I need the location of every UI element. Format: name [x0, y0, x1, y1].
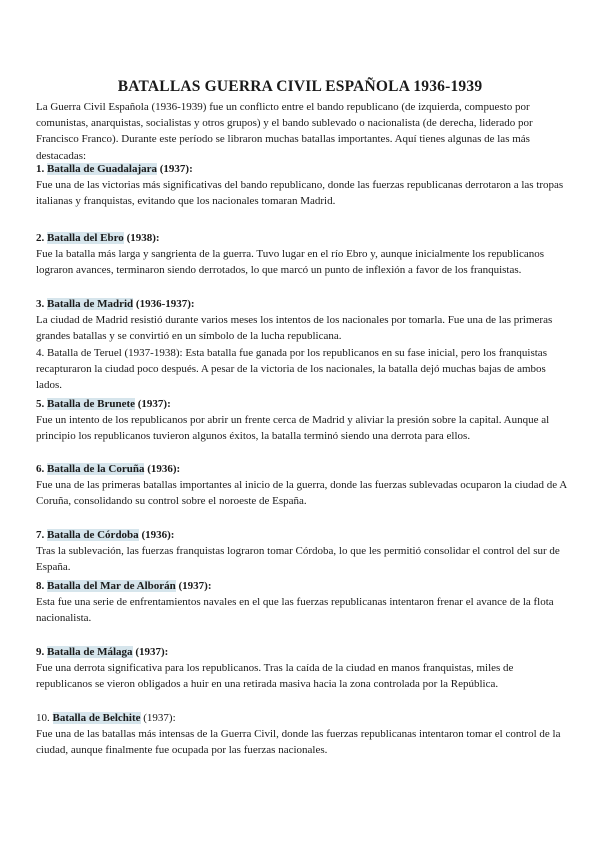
- battle-description: Fue una derrota significativa para los republicanos. Tras la caída de la ciudad en manos franquistas, miles de republicanos se vieron obligados a huir en una retirada masiva hacia la zona controlada por la República.: [36, 662, 514, 691]
- battle-name: Batalla de la Coruña: [47, 463, 145, 475]
- battle-section: [36, 396, 570, 445]
- battle-number: 9.: [36, 646, 47, 658]
- battle-name: Batalla del Ebro: [47, 232, 124, 244]
- battle-description: La ciudad de Madrid resistió durante varios meses los intentos de los nacionales por tomarla. Fue una de las primeras grandes batallas y se convirtió en un símbolo de la lucha republicana.: [36, 314, 553, 343]
- battle-section: [36, 461, 570, 510]
- battle-description: Fue una de las batallas más intensas de la Guerra Civil, donde las fuerzas republicanas intentaron tomar el control de la ciudad, aunque finalmente fue ocupada por las fuerzas nacionales.: [36, 728, 561, 757]
- battle-number: 5.: [36, 398, 47, 410]
- battle-heading: [36, 644, 570, 660]
- battle-name: Batalla de Brunete: [47, 398, 135, 410]
- battle-heading: [36, 461, 570, 477]
- battle-name: Batalla de Córdoba: [47, 529, 139, 541]
- battle-years: (1937):: [135, 398, 171, 410]
- battle-years: (1937):: [175, 580, 212, 592]
- battle-number: 1.: [36, 163, 47, 175]
- battle-description: Fue la batalla más larga y sangrienta de la guerra. Tuvo lugar en el río Ebro y, aunque inicialmente los republicanos lograron avances, terminaron siendo derrotados, lo que marcó un punto de inflexión a favor de los franquistas.: [36, 248, 544, 277]
- battle-heading: [36, 296, 570, 312]
- battle-number: 6.: [36, 463, 47, 475]
- battle-description: Fue una de las victorias más significativas del bando republicano, donde las fuerzas republicanas derrotaron a las tropas italianas y franquistas, evitando que los nacionales tomaran Madrid.: [36, 179, 564, 208]
- battle-name: Batalla de Belchite: [52, 712, 141, 724]
- battle-number: 8.: [36, 580, 47, 592]
- battle-years: (1937):: [132, 646, 169, 658]
- battle-number: 3.: [36, 298, 47, 310]
- battle-years: (1937):: [140, 712, 176, 724]
- battle-description: Fue una de las primeras batallas importantes al inicio de la guerra, donde las fuerzas sublevadas ocuparon la ciudad de A Coruña, consolidando su control sobre el noroeste de España.: [36, 479, 567, 508]
- battle-heading: [36, 396, 570, 412]
- battle-years: (1938):: [123, 232, 160, 244]
- battle-years: (1936):: [138, 529, 175, 541]
- battle-heading: [36, 578, 570, 594]
- document-title: BATALLAS GUERRA CIVIL ESPAÑOLA 1936-1939: [117, 78, 483, 95]
- battle-section: [36, 644, 570, 693]
- battle-heading: [36, 710, 570, 726]
- battle-years: (1936):: [144, 463, 181, 475]
- battle-section: [36, 527, 570, 576]
- battle-number: 7.: [36, 529, 47, 541]
- intro-paragraph: La Guerra Civil Española (1936-1939) fue un conflicto entre el bando republicano (de izquierda, compuesto por comunistas, anarquistas, socialistas y otros grupos) y el bando sublevado o nacionalista (de derecha, liderado por Francisco Franco). Durante este período se libraron muchas batallas importantes. Aquí tienes algunas de las más destacadas:: [36, 101, 533, 162]
- battle-name: Batalla del Mar de Alborán: [47, 580, 176, 592]
- battle-section: [36, 296, 570, 393]
- battle-extra-paragraph: 4. Batalla de Teruel (1937-1938): Esta batalla fue ganada por los republicanos en su fase inicial, pero los franquistas recapturaron la ciudad poco después. A pesar de la victoria de los nacionales, la batalla dejó muchas bajas de ambos lados.: [36, 346, 547, 392]
- battle-heading: [36, 161, 570, 177]
- battle-section: [36, 230, 570, 279]
- battle-description: Tras la sublevación, las fuerzas franquistas lograron tomar Córdoba, lo que les permitió consolidar el control del sur de España.: [36, 545, 560, 574]
- battle-heading: [36, 230, 570, 246]
- battle-number: 10.: [36, 712, 53, 724]
- battle-years: (1936-1937):: [133, 298, 195, 310]
- battle-section: [36, 710, 570, 759]
- battle-section: [36, 578, 570, 627]
- battle-heading: [36, 527, 570, 543]
- battle-name: Batalla de Málaga: [47, 646, 133, 658]
- battle-description: Esta fue una serie de enfrentamientos navales en el que las fuerzas republicanas intentaron frenar el avance de la flota nacionalista.: [36, 596, 554, 625]
- battle-name: Batalla de Guadalajara: [47, 163, 158, 175]
- battle-years: (1937):: [157, 163, 193, 175]
- battle-section: [36, 161, 570, 210]
- battle-description: Fue un intento de los republicanos por abrir un frente cerca de Madrid y aliviar la presión sobre la capital. Aunque al principio los republicanos tuvieron algunos éxitos, la batalla terminó siendo una derrota para ellos.: [36, 414, 550, 443]
- battle-name: Batalla de Madrid: [47, 298, 134, 310]
- battle-number: 2.: [36, 232, 47, 244]
